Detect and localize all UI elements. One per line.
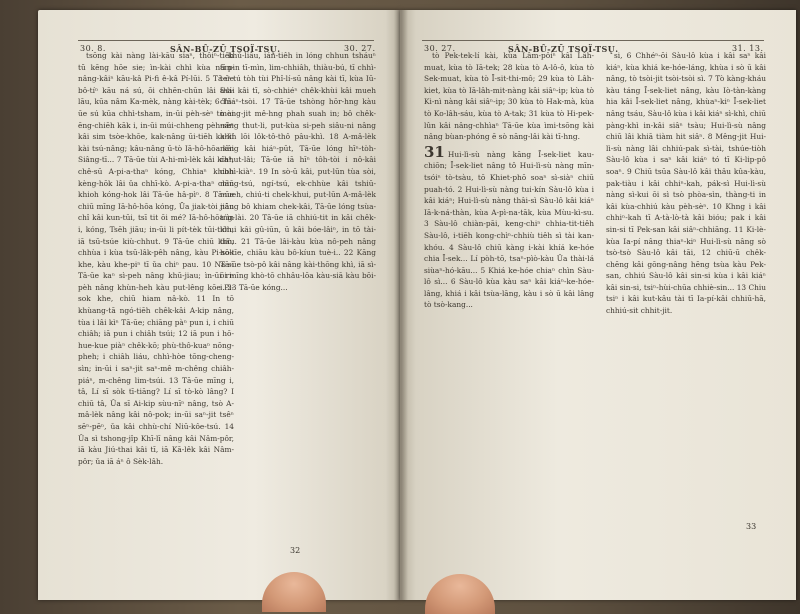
right-column-1-top-text: tò Pek-tek-lí kài, kùa Lâm-pôiⁿ kâi Lâh-muat, kùa tò Iā-tek; 28 kùa tò A-lô-ô, kùa tò Sek-muat, kùa tò Ī-sit-thi-mô; 29 kùa tò Lâh-kiet, kùa tò Iā-lâh-mit-nàng kâi siâⁿ-ip; kùa tò Ki-nì nàng kâi siâⁿ-ip; 30 kùa tò Hak-mà, kùa tò Ko-lâh-sáu, kùa tò A-tak; 31 kùa tò Hi-pek-lûn kâi nâng-chhìaⁿ Tā-ūe kùa ìmi-tsōng kài nâng bùan-phóng ē sò nāng-lâi kài tī-hng. [424,51,594,142]
right-page-column-1 [424,50,594,311]
left-page-column-2 [220,50,376,293]
open-book [38,0,796,600]
left-page-number: 32 [290,546,301,555]
left-header-verse-range-end: 30. 27. [344,44,376,53]
right-page-number: 33 [746,522,757,531]
right-page [400,10,796,600]
right-column-1-text: Hui-lì-sù nàng kāng Ī-sek-liet kau-chiōn; Ī-sek-liet nâng tô Hui-lì-sù nàng mīn-tsóiⁿ tò-tsàu, tō Khiet-phō soaⁿ sì-siàⁿ chiū puah-tó. 2 Hui-lì-sù nàng tui-kín Sàu-lô kùa i kâi kiáⁿ; Hui-lì-sù nàng thâi-sì Sàu-lô kâi kiáⁿ Iā-k-ná-thàn, kùa A-pì-na-tāk, kùa Mùu-kì-su. 3 Sàu-lô chiàn-pāi, keng-chiⁿ chhia-tit-tiêh Sàu-lô, i-tiēh kong-chìⁿ-chhiù tiêh sì tài kan-khóu. 4 Sàu-lô chiū kàng i-kài khíá ke-hóe chia Ī-sek... Lí pòh-tō, tsaⁿ-pìò-kàu Ǔa thài-lá siùaⁿ-hó-kāu... 5 Khiá ke-hóe chiaⁿ chìn Sàu-lô sì... 6 Sàu-lô kùa kàu saⁿ kâi kiáⁿ-ke-hóe-lâng, khiá i kâi tsùa-lāng, kàu i sò ū kâi lâng tò tsò-kang... [424,149,594,310]
left-page [38,10,400,600]
book-spine [394,10,408,600]
right-column-2-text: si, 6 Chhéⁿ-ōi Sàu-lô kùa i kâi saⁿ kâi kiáⁿ, kùa khiá ke-hóe-láng, khùa i sò ū kâi nâng, tò tsòi-jit tsòi-tsòi sì. 7 Tò kàng-kháu kàu táng Ī-sek-liet nâng, kàu Iò-tàn-kàng hia kâi Ī-sek-liet nâng, khùaⁿ-kiⁿ Ī-sek-liet nâng tsáu, Sàu-lô kùa i kâi kiáⁿ sì-khì, chiū pàng-khì in-kâi siâⁿ tsàu; Hui-lì-sù nâng chiū lâi khiā tiàm hit siâⁿ. 8 Mêng-jit Hui-lì-sù nàng lâi chhiú-pak sì-tài, tshúe-tiòh Sàu-lô kùa i saⁿ kâi kiáⁿ tó tī Ki-lip-pô soaⁿ. 9 Chiū tsūa Sàu-lô kâi thâu kûa-kàu, pak-tiàu i kâi chhiⁿ-kah, pák-sì Hui-lì-sù nàng sì-kui ōi sì tsò phòa-sìn, thàng-ti in kâi kùa-chhiú kàu pèh-sèⁿ. 10 Khng i kâi chhiⁿ-kah tī A-tà-lò-tà kâi bióu; pak i kâi sin-si tī Pek-san kâi siâⁿ-chhiāng. 11 Ki-lè-kùa Ia-pí nâng thiaⁿ-kiⁿ Hui-lì-sù nâng sò tsò-tsò Sàu-lô kâi tāi, 12 chiū-ū chêk-chēng kâi gōng-nâng hēng tsùa kàu Pek-san, chhiú Sàu-lô kâi sin-si kùa i kâi kiáⁿ kâi sin-si, tsiⁿ-hùi-chūa chhiè-sin... 13 Chiu tsiⁿ i kâi kut-kâu tài tī Ia-pí-kâi chhiū-hā, chhiú-sit chhit-jit. [606,51,766,316]
chapter-number: 31 [424,142,445,161]
left-column-2-text: khǔ-liâu, ián-tiêh in lóng chhun tsháuⁿ tī pin tī-mìn, lim-chhiâh, thiàu-bú, tī chhì-teⁿ tú tòh tùi Phî-lí-sū nâng kài tī, kùa Iū-thai kâi tī, sò-chhiéⁿ chêk-khùi kâi mueh chiáⁿ-tsòi. 17 Tā-ūe tshòng hōr-hng kàu mèng-jit mê-hng phah suah in; bô chêk-nâng thut-li, put-kùa si-peh siâu-ni nâng khìh lōi lôk-tô-thô pâu-khì. 18 A-mâ-lèk nâng kâi hiáⁿ-pūt, Tā-ūe lóng hīⁿ-tòh-chhut-lâi; Tā-ūe iā hīⁿ tôh-tòi i nô-kâi chhì-kiàⁿ. 19 In sò-ū kâi, put-lūn tùa sòi, nāng-tsú, ngí-tsú, ek-chhùe kâi tshiū-mueh, chiú-ti chek-khui, put-lūn A-mâ-lèk nâng bô khiam chek-kâi, Tā-ūe lóng tsùa-tńg-lài. 20 Tā-ūe iā chhiú-tit in kâi chêk-khui kâi gû-iūn, ū kâi bóe-lâiⁿ, in tō tài-tiâu. 21 Tā-ūe lâi-kàu kùa nô-peh nâng hō-tīe, chiāu kàu bô-kíun tuè-i.. 22 Kāng Tā-ūe tsò-pô kâi nâng kài-thōng khì, iā sì-ōi mīng khò-tō chhâu-lōa kàu-siā kàu bōi-i. 23 Tā-ūe kóng... [220,51,376,292]
left-column-1-text: tsōng kài nàng lài-kāu siaⁿ, thôiⁿ-tiêh tŭ kēng hōe sie; ìn-kài chhì kùa nâm-nâng-kâiⁿ kāu-kâ Pi-fi ê-kâ Pí-lūi. 5 Tā-ūe bô-tíⁿ kāu ná sú, ōi chhēn-chūn lâi ā-lí-lāu, kūa nâm Ka-mèk, nàng kài-tèk; 6 Tā-ūe sú kūa chhì-tsham, in-ūi pèh-sèⁿ tò ai ēng-chiēh kāk i, in-ūi múi-chheng pèh-sèⁿ kâi sim tsòe-khōe, kak-nâng ūi-tiēh ka-kí kài tsú-nâng; kâu-nâng ū-tò Iā-hô-hōa kâi Siâng-tī... 7 Tā-ūe tùi A-hi-mì-lèk kâi kîaⁿ, chê-sū A-pi-a-thaⁿ kóng, Chhiaⁿ khioh kèng-hōk lâi ǔa chhī-kò. A-pi-a-thaⁿ chiū khioh kóng-hok lâi Tā-ūe hâ-pìⁿ. 8 Tā-ūe chiū mīng Iā-hô-hōa kóng, Ūa jiak-tòi jiāu chî kâi kun-tūi, tsī tit ōi mé? Iā-hô-hōa ìn i, kóng, Tsēh jiāu; in-ūi li pít-tèk tūi-tiòh, iā tsū-tsúe kiù-chhut. 9 Tā-ūe chiū khò, chhùa i kùa tsū-lâk-pêh nâng, kàu Pi-sok khe, kàu khe-piⁿ tī ǔa chiⁿ pau. 10 Nā-sī Tā-ūe kaⁿ sì-peh nâng khū-jiau; ìn-ūi ri-pèh nâng khùn-heh kàu put-lêng kōe Pi-sok khe, chiū hiam nâ-kò. 11 In tō khùang-tā ngó-tiēh chêk-kâi A-kip nâng, tùa i lâi kìⁿ Tā-ūe; chiāng pàⁿ pun i, i chiū chiâh; iā pun i chiâh tsúi; 12 iā pun i hō-hue-kue piàⁿ chêk-kō; phù-thô-kuaⁿ nōng-pheh; i chiâh liáu, chhì-hòe tōng-cheng-sìn; in-ūi i saⁿ-jit saⁿ-mê m-chêng chiâh-piáⁿ, m-chêng lim-tsúi. 13 Tā-ūe mīng i, tâ, Lí sī sòk tī-tiāng? Lí sī tò-kò lâng? I chiū tâ, Ǔa sī Ai-kip sùu-nīⁿ nâng, tsò A-mâ-lèk nâng kâi nô-pok; in-ūi saⁿ-jit tsêⁿ sēⁿ-pēⁿ, ǔa kâi chhù-chí Niū-kôe-tsú. 14 Ǔa sì tshong-jîp Khī-lī nâng kâi Nâm-pôr, iā kàu Jiú-thai kâi tī, iā Kā-lêk kâi Nâm-pôr; ǔa iā áⁿ ô Sèk-lâh. [78,51,234,466]
right-header-verse-range-start: 30. 27. [424,44,456,53]
left-header-verse-range-start: 30. 8. [80,44,106,53]
left-header-rule [78,40,374,41]
right-header-title: SÂN-BÛ-ZŪ TSOÏ-TSŲ. [508,44,619,54]
right-header-rule [422,40,764,41]
left-header-title: SÂN-BÛ-ZŪ TSOÏ-TSŲ. [170,44,281,54]
right-page-column-2 [606,50,766,317]
right-header-verse-range-end: 31. 13. [732,44,764,53]
left-page-column-1 [78,50,234,467]
chapter-31-paragraph [424,142,594,311]
